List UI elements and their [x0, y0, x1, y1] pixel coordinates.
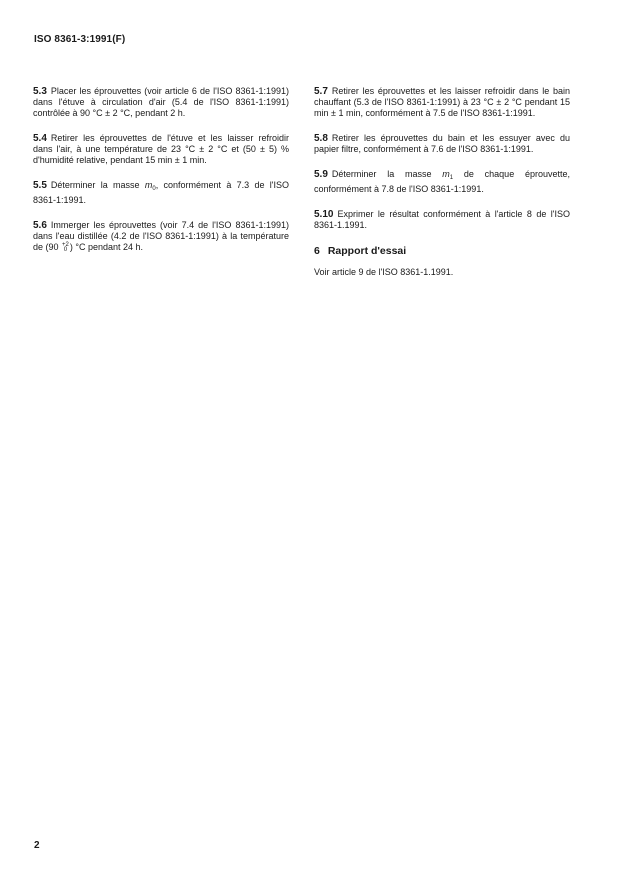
page-number: 2	[34, 840, 40, 851]
temperature-tolerance	[62, 243, 69, 253]
tolerance-upper: +2	[62, 241, 69, 248]
mass-symbol: m	[442, 169, 450, 179]
clause-text-continued: ) °C pendant 24 h.	[69, 242, 144, 252]
clause-5-8	[314, 133, 570, 155]
clause-5-7	[314, 86, 570, 119]
clause-text: Immerger les éprouvettes (voir 7.4 de l'ISO 8361-1:1991) dans l'eau distillée (4.2 de l'ISO 8361-1:1991) à la température de (90	[33, 220, 289, 252]
clause-text: Retirer les éprouvettes du bain et les essuyer avec du papier filtre, conformément à 7.6 de l'ISO 8361-1:1991.	[314, 133, 570, 154]
clause-text-continued: de chaque éprouvette, conformément à 7.8 de l'ISO 8361-1:1991.	[314, 169, 570, 194]
tolerance-lower: 0	[63, 246, 68, 253]
clause-text: Retirer les éprouvettes et les laisser refroidir dans le bain chauffant (5.3 de l'ISO 8361-1:1991) à 23 °C ± 2 °C pendant 15 min ± 1 min, conformément à 7.5 de l'ISO 8361-1:1991.	[314, 86, 570, 118]
clause-text: Déterminer la masse	[50, 180, 145, 190]
document-header: ISO 8361-3:1991(F)	[34, 34, 126, 45]
left-column	[33, 86, 289, 267]
clause-number: 5.8	[314, 133, 328, 144]
clause-number: 5.7	[314, 86, 328, 97]
clause-5-10	[314, 209, 570, 231]
mass-subscript: 1	[449, 175, 454, 181]
section-heading-rapport-essai	[314, 245, 570, 257]
section-number: 6	[314, 245, 320, 257]
mass-subscript: 0	[152, 186, 156, 192]
clause-number: 5.4	[33, 133, 47, 144]
clause-text: Placer les éprouvettes (voir article 6 de l'ISO 8361-1:1991) dans l'étuve à circulation d'air (5.4 de l'ISO 8361-1:1991) contrôlée à 90 °C ± 2 °C, pendant 2 h.	[33, 86, 289, 118]
clause-number: 5.9	[314, 169, 328, 180]
clause-number: 5.5	[33, 180, 47, 191]
clause-text-continued: , conformément à 7.3 de l'ISO 8361-1:1991.	[33, 180, 290, 205]
right-column	[314, 86, 570, 292]
section-6-body: Voir article 9 de l'ISO 8361-1.1991.	[314, 267, 454, 277]
clause-5-6	[33, 220, 289, 253]
clause-5-9	[314, 169, 570, 195]
clause-5-3	[33, 86, 289, 119]
clause-number: 5.6	[33, 220, 47, 231]
clause-text: Déterminer la masse	[331, 169, 443, 179]
clause-5-5	[33, 180, 289, 206]
section-title: Rapport d'essai	[327, 245, 407, 257]
clause-number: 5.10	[314, 209, 334, 220]
clause-number: 5.3	[33, 86, 47, 97]
clause-text: Exprimer le résultat conformément à l'article 8 de l'ISO 8361-1.1991.	[314, 209, 570, 230]
clause-text: Retirer les éprouvettes de l'étuve et les laisser refroidir dans l'air, à une température de 23 °C ± 2 °C et (50 ± 5) % d'humidité relative, pendant 15 min ± 1 min.	[33, 133, 289, 165]
mass-symbol: m	[144, 180, 153, 190]
clause-5-4	[33, 133, 289, 166]
